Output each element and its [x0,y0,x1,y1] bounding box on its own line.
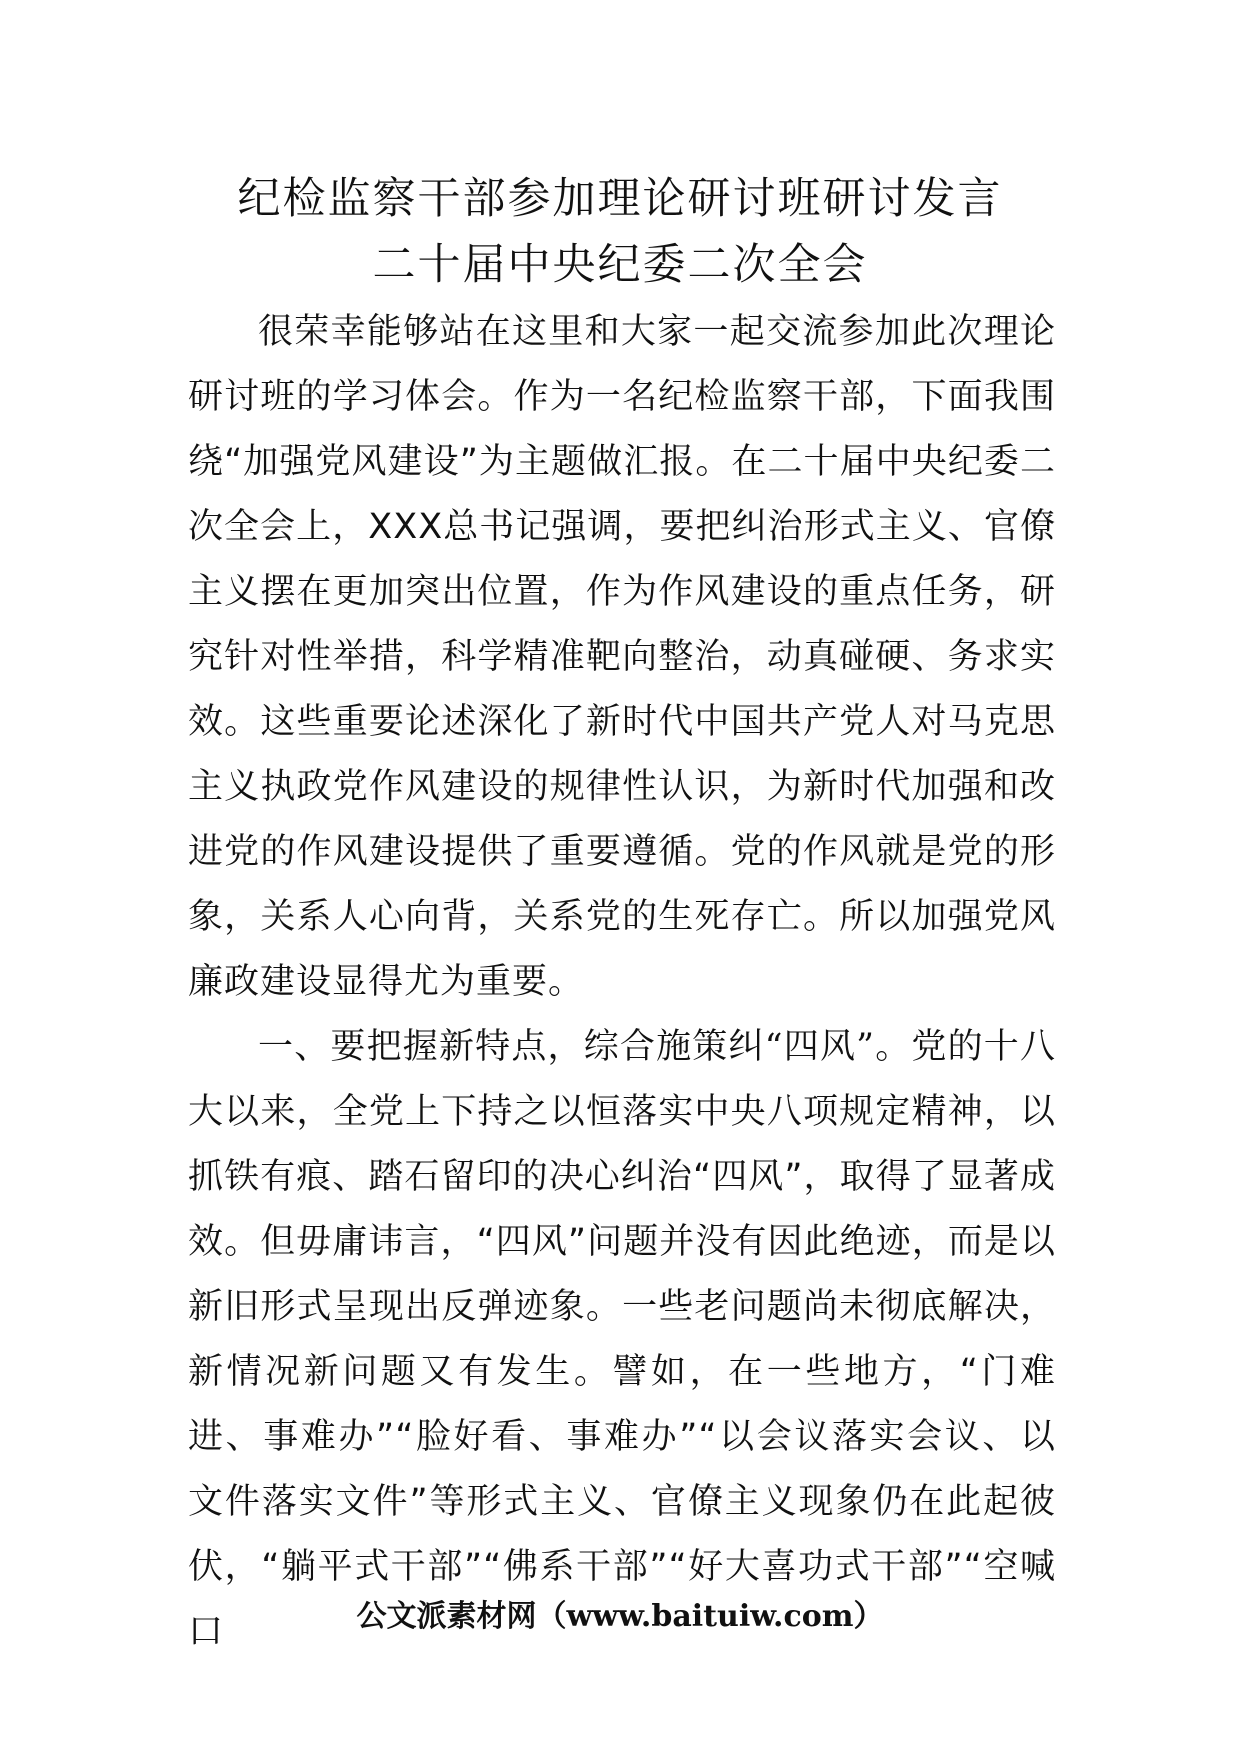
title-line-2: 二十届中央纪委二次全会 [372,240,868,290]
footer-watermark: 公文派素材网（www.baituiw.com） [356,1599,884,1634]
title-line-1: 纪检监察干部参加理论研讨班研讨发言 [237,174,1003,224]
document-body [188,300,1056,1665]
section-1-body: 党的十八大以来，全党上下持之以恒落实中央八项规定精神，以抓铁有痕、踏石留印的决心纠治“四风”，取得了显著成效。但毋庸讳言，“四风”问题并没有因此绝迹，而是以新旧形式呈现出反弹迹象。一些老问题尚未彻底解决，新情况新问题又有发生。譬如，在一些地方，“门难进、事难办”“脸好看、事难办”“以会议落实会议、以文件落实文件”等形式主义、官僚主义现象仍在此起彼伏，“躺平式干部”“佛系干部”“好大喜功式干部”“空喊口 [188,1027,1056,1652]
paragraph-section-1 [188,1015,1056,1665]
document-title [0,166,1240,298]
paragraph-intro: 很荣幸能够站在这里和大家一起交流参加此次理论研讨班的学习体会。作为一名纪检监察干部，下面我围绕“加强党风建设”为主题做汇报。在二十届中央纪委二次全会上，XXX总书记强调，要把纠治形式主义、官僚主义摆在更加突出位置，作为作风建设的重点任务，研究针对性举措，科学精准靶向整治，动真碰硬、务求实效。这些重要论述深化了新时代中国共产党人对马克思主义执政党作风建设的规律性认识，为新时代加强和改进党的作风建设提供了重要遵循。党的作风就是党的形象，关系人心向背，关系党的生死存亡。所以加强党风廉政建设显得尤为重要。 [188,312,1056,1002]
section-1-heading: 一、要把握新特点，综合施策纠“四风”。 [258,1027,912,1067]
